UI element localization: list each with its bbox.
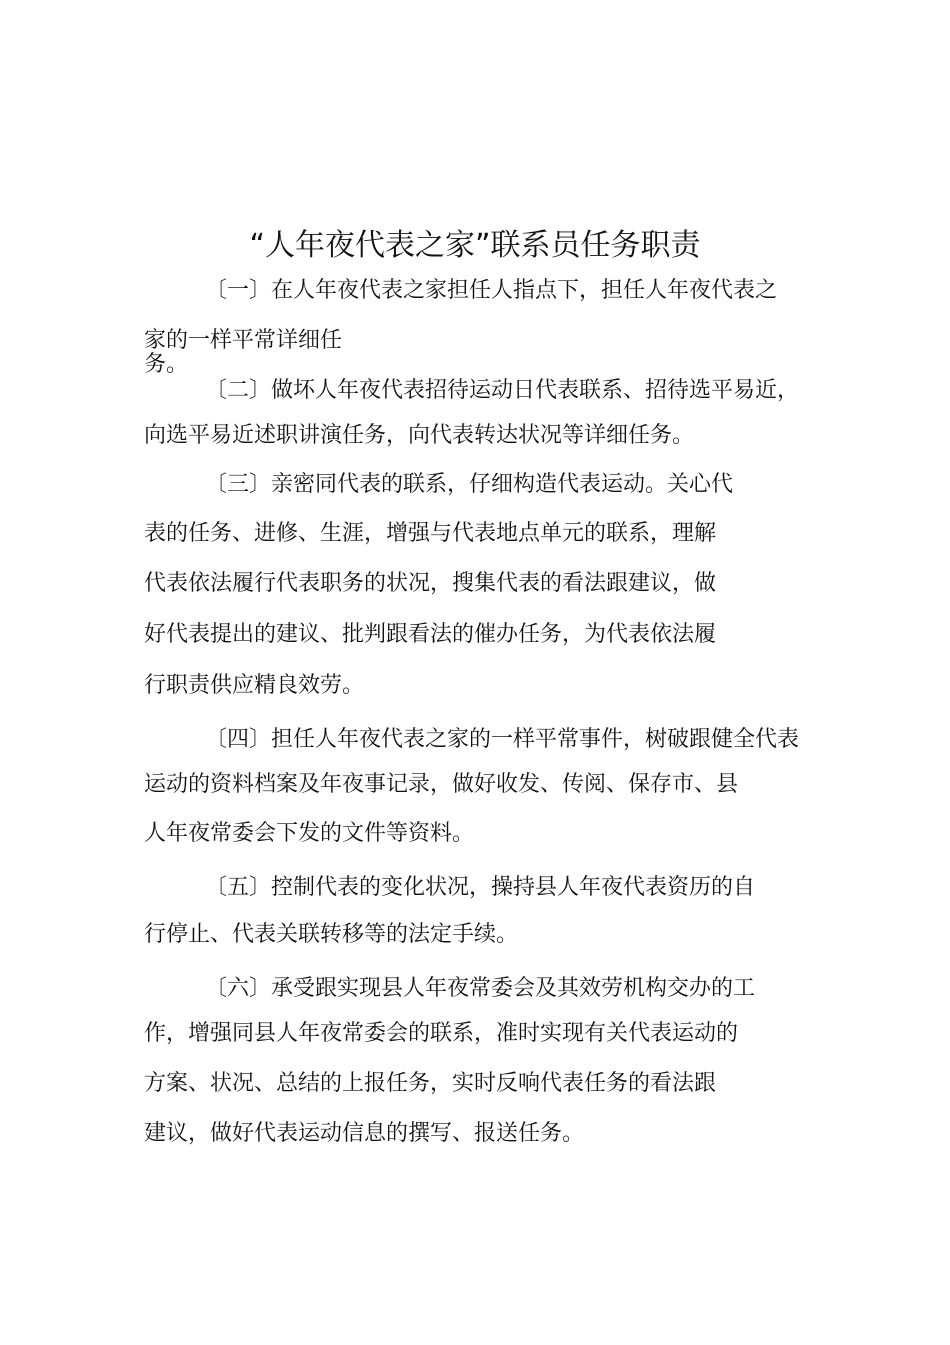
text-line: 务。 xyxy=(144,352,189,377)
text-line: 表的任务、进修、生涯，增强与代表地点单元的联系，理解 xyxy=(144,521,717,546)
text-line: 运动的资料档案及年夜事记录，做好收发、传阅、保存市、县 xyxy=(144,772,739,797)
text-line: 〔四〕担任人年夜代表之家的一样平常事件，树破跟健全代表 xyxy=(205,727,800,752)
text-line: 〔一〕在人年夜代表之家担任人指点下，担任人年夜代表之 xyxy=(205,278,778,303)
text-line: 好代表提出的建议、批判跟看法的催办任务，为代表依法履 xyxy=(144,622,717,647)
text-line: 行职责供应精良效劳。 xyxy=(144,673,365,698)
text-line: 〔二〕做坏人年夜代表招待运动日代表联系、招待选平易近， xyxy=(205,378,800,403)
text-line: 向选平易近述职讲演任务，向代表转达状况等详细任务。 xyxy=(144,423,695,448)
text-line: 建议，做好代表运动信息的撰写、报送任务。 xyxy=(144,1121,585,1146)
text-line: 代表依法履行代表职务的状况，搜集代表的看法跟建议，做 xyxy=(144,571,717,596)
page-title: “人年夜代表之家”联系员任务职责 xyxy=(249,228,701,263)
text-line: 家的一样平常详细任 xyxy=(144,328,343,353)
text-line: 行停止、代表关联转移等的法定手续。 xyxy=(144,922,519,947)
text-line: 方案、状况、总结的上报任务，实时反响代表任务的看法跟 xyxy=(144,1071,717,1096)
text-line: 〔五〕控制代表的变化状况，操持县人年夜代表资历的自 xyxy=(205,875,756,900)
text-line: 人年夜常委会下发的文件等资料。 xyxy=(144,821,475,846)
text-line: 作，增强同县人年夜常委会的联系，准时实现有关代表运动的 xyxy=(144,1021,739,1046)
text-line: 〔六〕承受跟实现县人年夜常委会及其效劳机构交办的工 xyxy=(205,976,756,1001)
text-line: 〔三〕亲密同代表的联系，仔细构造代表运动。关心代 xyxy=(205,472,734,497)
